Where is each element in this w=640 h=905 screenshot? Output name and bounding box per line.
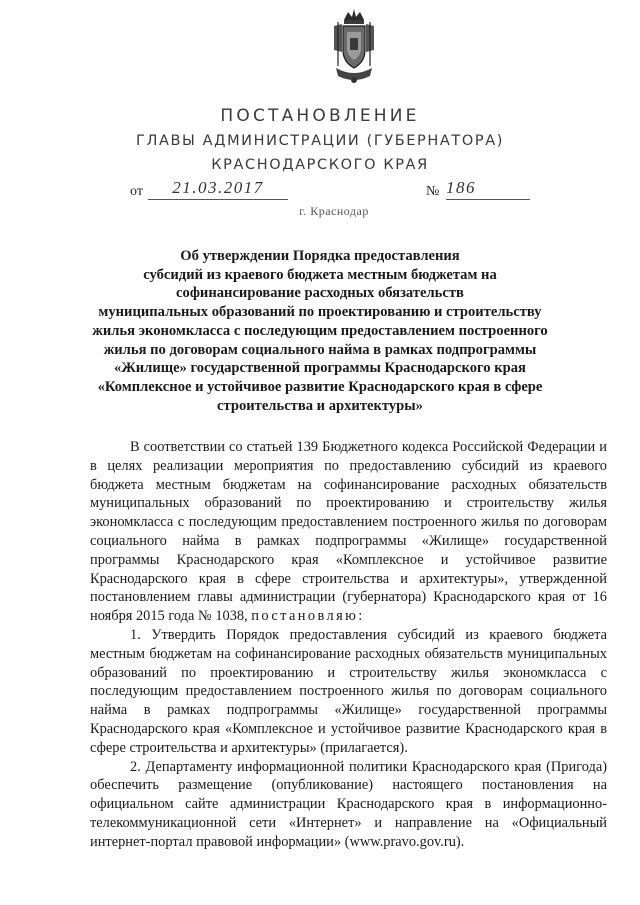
title-line: софинансирование расходных обязательств — [176, 285, 464, 302]
title-line: строительства и архитектуры» — [217, 397, 423, 414]
resolution-word: постановляю: — [251, 608, 365, 625]
document-type-heading: ПОСТАНОВЛЕНИЕ — [220, 106, 420, 126]
krasnodar-krai-coat-of-arms-icon — [328, 6, 380, 86]
number-underline — [446, 199, 530, 200]
title-line: «Комплексное и устойчивое развитие Краснодарского края в сфере — [97, 378, 543, 395]
preamble-text: В соответствии со статьей 139 Бюджетного кодекса Российской Федерации и в целях реализации мероприятия по предоставлению субсидий из краевого бюджета местным бюджетам на софинансирование расходных обязательств муниципальных образований по проектированию и строительству жилья экономкласса с последующим предоставлением построенного жилья по договорам социального найма в рамках подпрограммы «Жилище» государственной программы Краснодарского края «Комплексное и устойчивое развитие Краснодарского края в сфере строительства и архитектуры», утвержденной постановлением главы администрации (губернатора) Краснодарского края от 16 ноября 2015 года № 1038, — [90, 439, 607, 625]
date-underline — [148, 199, 288, 200]
number-value: 186 — [446, 178, 476, 197]
document-title — [90, 247, 550, 415]
issuer-heading: ГЛАВЫ АДМИНИСТРАЦИИ (ГУБЕРНАТОРА) — [136, 133, 504, 149]
city-label: г. Краснодар — [299, 204, 369, 218]
title-line: Об утверждении Порядка предоставления — [180, 248, 460, 264]
clause-1-paragraph: 1. Утвердить Порядок предоставления субсидий из краевого бюджета местным бюджетам на софинансирование расходных обязательств муниципальных образований по проектированию и строительству жилья экономкласса с последующим предоставлением построенного жилья по договорам социального найма в рамках подпрограммы «Жилище» государственной программы Краснодарского края «Комплексное и устойчивое развитие Краснодарского края в сфере строительства и архитектуры» (прилагается). — [90, 626, 607, 756]
title-line: жилья экономкласса с последующим предоставлением построенного — [92, 322, 548, 339]
title-line: жилья по договорам социального найма в рамках подпрограммы — [103, 341, 537, 358]
region-heading: КРАСНОДАРСКОГО КРАЯ — [211, 157, 429, 173]
number-label: № — [426, 184, 440, 199]
clause-2-paragraph: 2. Департаменту информационной политики Краснодарского края (Пригода) обеспечить размещение (опубликование) настоящего постановления на официальном сайте администрации Краснодарского края в информационно-телекоммуникационной сети «Интернет» и направление на «Официальный интернет-портал правовой информации» (www.pravo.gov.ru). — [90, 758, 607, 850]
document-body — [90, 438, 607, 852]
title-line: субсидий из краевого бюджета местным бюджетам на — [143, 266, 497, 283]
preamble-paragraph — [90, 438, 607, 626]
date-label: от — [130, 184, 143, 199]
title-line: «Жилище» государственной программы Краснодарского края — [114, 360, 526, 377]
title-line: муниципальных образований по проектированию и строительству — [98, 304, 542, 321]
date-value: 21.03.2017 — [172, 178, 264, 197]
